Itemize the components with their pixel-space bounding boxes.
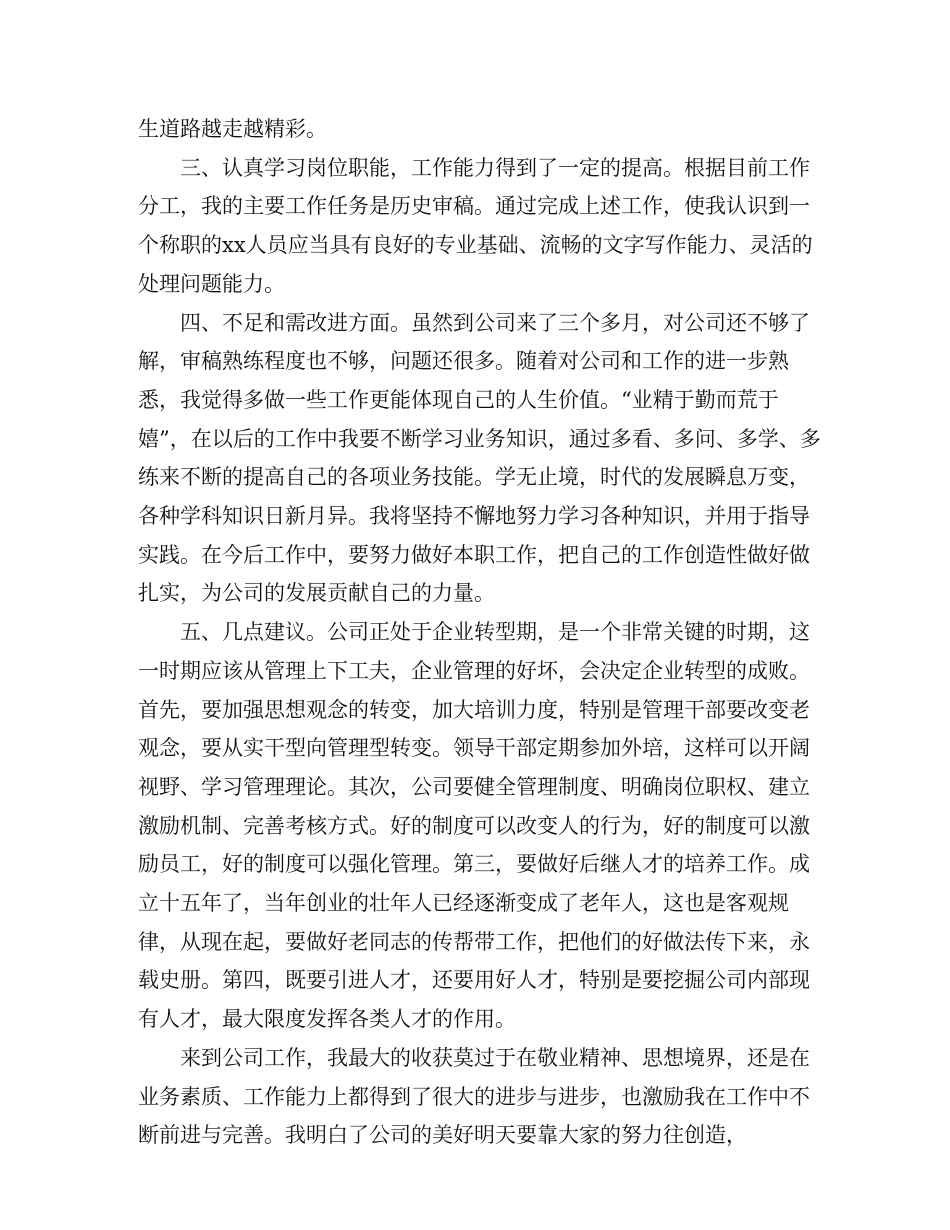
paragraph-continuation: 生道路越走越精彩。 [138,117,327,141]
paragraph-section-five: 五、几点建议。公司正处于企业转型期，是一个非常关键的时期，这一时期应该从管理上下工夫，企业管理的好坏，会决定企业转型的成败。首先，要加强思想观念的转变，加大培训力度，特别是管理干部要改变老观念，要从实干型向管理型转变。领导干部定期参加外培，这样可以开阔视野、学习管理理论。其次，公司要健全管理制度、明确岗位职权、建立激励机制、完善考核方式。好的制度可以改变人的行为，好的制度可以激励员工，好的制度可以强化管理。第三，要做好后继人才的培养工作。成立十五年了，当年创业的壮年人已经逐渐变成了老年人，这也是客观规律，从现在起，要做好老同志的传帮带工作，把他们的好做法传下来，永载史册。第四，既要引进人才，还要用好人才，特别是要挖掘公司内部现有人才，最大限度发挥各类人才的作用。 [138,620,810,1032]
paragraph-section-three: 三、认真学习岗位职能，工作能力得到了一定的提高。根据目前工作分工，我的主要工作任务是历史审稿。通过完成上述工作，使我认识到一个称职的xx人员应当具有良好的专业基础、流畅的文字写作能力、灵活的处理问题能力。 [138,155,813,296]
paragraph-closing: 来到公司工作，我最大的收获莫过于在敬业精神、思想境界，还是在业务素质、工作能力上都得到了很大的进步与进步，也激励我在工作中不断前进与完善。我明白了公司的美好明天要靠大家的努力往创造， [138,1045,810,1148]
paragraph-section-four: 四、不足和需改进方面。虽然到公司来了三个多月，对公司还不够了解，审稿熟练程度也不够，问题还很多。随着对公司和工作的进一步熟悉，我觉得多做一些工作更能体现自己的人生价值。“业精于勤而荒于嬉”，在以后的工作中我要不断学习业务知识，通过多看、多问、多学、多练来不断的提高自己的各项业务技能。学无止境，时代的发展瞬息万变，各种学科知识日新月异。我将坚持不懈地努力学习各种知识，并用于指导实践。在今后工作中，要努力做好本职工作，把自己的工作创造性做好做扎实，为公司的发展贡献自己的力量。 [138,310,821,606]
document-body [138,110,828,1155]
